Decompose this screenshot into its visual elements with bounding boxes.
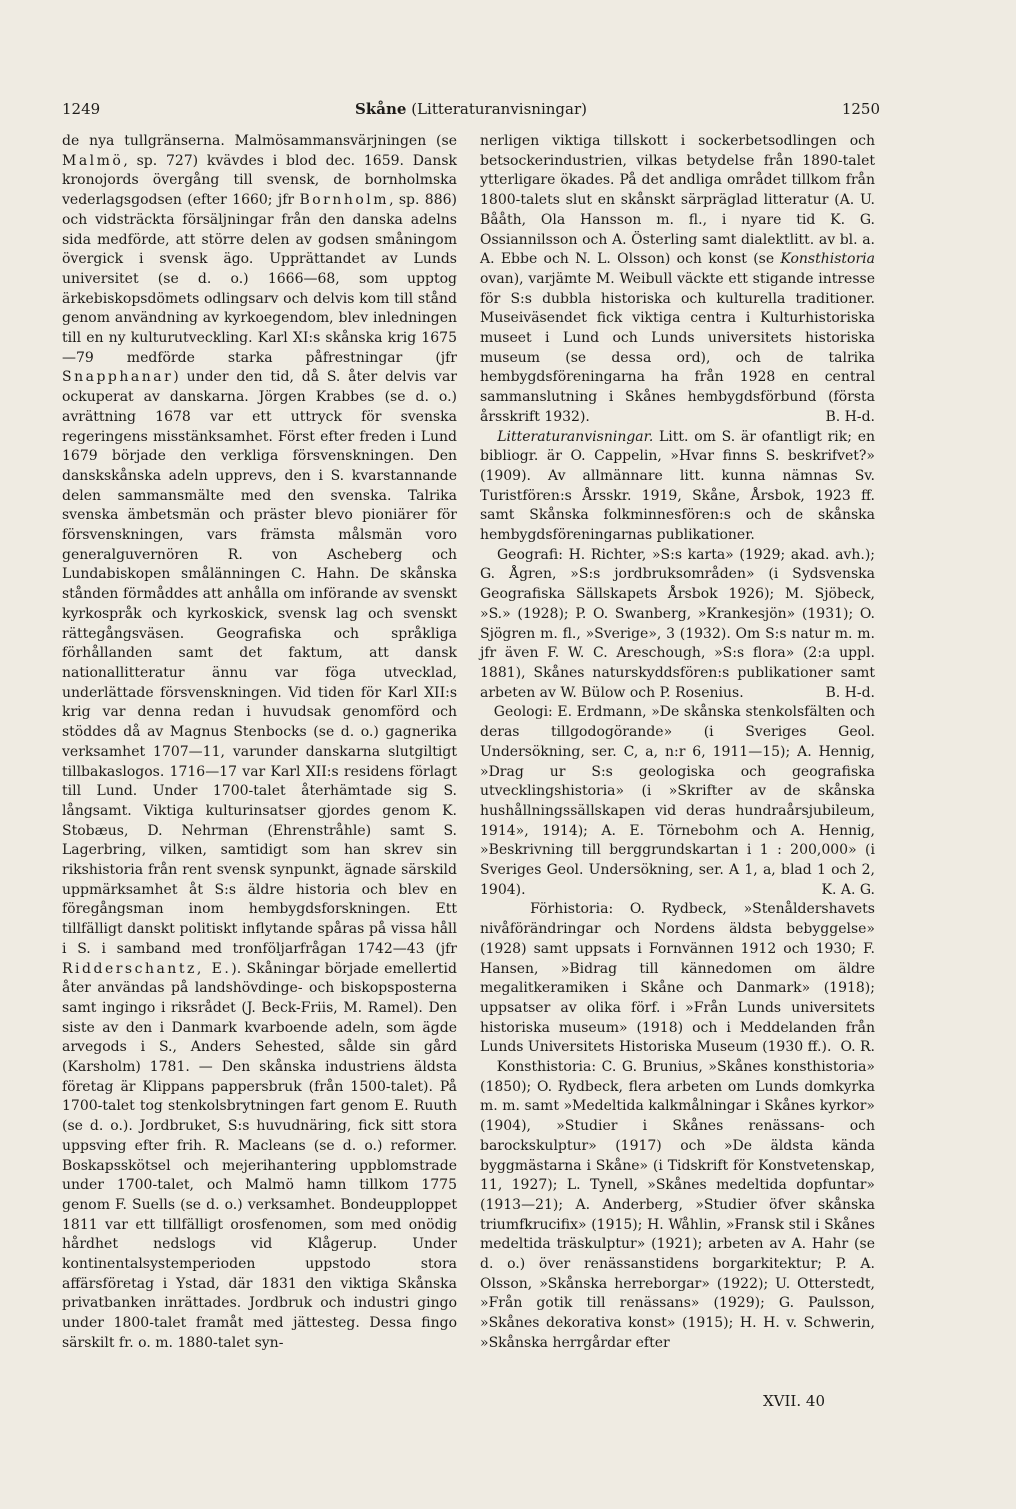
signature-mark: XVII. 40 bbox=[763, 1392, 825, 1410]
text-run: Litt. om S. är ofantligt rik; en bibliogr. är O. Cappelin, »Hvar finns S. beskrifvet?» (1909). Av allmännare litt. kunna nämnas Sv. Turistfören:s Årsskr. 1919, Skåne, Årsbok, 1923 ff. samt Skånska folkminnesfören:s och de skånska hembygdsföreningarnas publikationer. bbox=[480, 428, 875, 544]
spaced-reference: Ridderschantz, E. bbox=[62, 960, 232, 977]
text-run: Geografi: H. Richter, »S:s karta» (1929; akad. avh.); G. Ågren, »S:s jordbruksområden» (i Sydsvenska Geografiska Sällskapets Årsbok 1926); M. Sjöbeck, »S.» (1928); P. O. Swanberg, »Krankesjön» (1931); O. Sjögren m. fl., »Sverige», 3 (1932). Om S:s natur m. m. jfr även F. W. C. Areschough, »S:s flora» (2:a uppl. 1881), Skånes naturskyddsfören:s publikationer samt arbeten av W. Bülow och P. Rosenius. bbox=[480, 546, 875, 701]
right-paragraph-prehistory bbox=[480, 900, 875, 1058]
text-run: , sp. 727) kvävdes i blod dec. 1659. Dansk kronojords övergång till svensk, de bornholmska vederlagsgodsen (efter 1660; jfr bbox=[62, 152, 457, 209]
text-run: de nya tullgränserna. Malmösammansvärjningen (se bbox=[62, 133, 457, 149]
left-column bbox=[62, 132, 457, 1354]
section-label: Litteraturanvisningar. bbox=[497, 428, 654, 445]
italic-reference: Konsthistoria bbox=[780, 251, 875, 268]
right-paragraph-geology bbox=[480, 703, 875, 900]
right-paragraph-art-history bbox=[480, 1058, 875, 1354]
text-run: Förhistoria: O. Rydbeck, »Stenåldershavets nivåförändringar och Nordens äldsta bebyggelse» (1928) samt uppsats i Fornvännen 1912 och 1930; F. Hansen, »Bidrag till kännedomen om äldre megalitkeramiken i Skåne och Danmark» (1918); uppsatser av olika förf. i »Från Lunds universitets historiska museum» (1918) och i Meddelanden från Lunds Universitets Historiska Museum (1930 ff.). bbox=[480, 901, 875, 1056]
right-paragraph-geography bbox=[480, 546, 875, 704]
right-paragraph-literature bbox=[480, 428, 875, 546]
page-number-right: 1250 bbox=[841, 100, 880, 118]
author-signature: B. H-d. bbox=[825, 408, 875, 425]
spaced-reference: Snapphanar bbox=[62, 369, 174, 386]
author-signature: B. H-d. bbox=[825, 684, 875, 701]
running-title-main: Skåne bbox=[355, 100, 407, 118]
right-paragraph-history bbox=[480, 132, 875, 428]
spaced-reference: Malmö bbox=[62, 152, 124, 169]
text-run: nerligen viktiga tillskott i sockerbetsodlingen och betsockerindustrien, vilkas betydelse från 1890-talet ytterligare ökades. På det andliga området tillkom från 1800-talets slut en skånskt särpräglad litteratur (A. U. Bååth, Ola Hansson m. fl., i nyare tid K. G. Ossiannilsson och A. Österling samt dialektlitt. av bl. a. A. Ebbe och N. L. Olsson) och konst (se bbox=[480, 133, 875, 268]
left-paragraph bbox=[62, 132, 457, 1354]
text-run: Geologi: E. Erdmann, »De skånska stenkolsfälten och deras tillgodogörande» (i Sveriges Geol. Undersökning, ser. C, a, n:r 6, 1911—15); A. Hennig, »Drag ur S:s geologiska och geografiska utvecklingshistoria» (i »Skrifter av de skånska hushållningssällskapen vid deras hundraårsjubileum, 1914», 1914); A. E. Törnebohm och A. Hennig, »Beskrivning till berggrundskartan i 1 : 200,000» (i Sveriges Geol. Undersökning, ser. A 1, a, blad 1 och 2, 1904). bbox=[480, 704, 875, 898]
page-number-left: 1249 bbox=[62, 100, 101, 118]
page-header bbox=[62, 100, 880, 124]
author-signature: K. A. G. bbox=[821, 881, 875, 898]
author-signature: O. R. bbox=[840, 1039, 875, 1056]
text-run: , sp. 886) och vidsträckta försäljningar från den danska adelns sida medförde, att större delen av godsen småningom övergick i svensk ägo. Upprättandet av Lunds universitet (se d. o.) 1666—68, som upptog ärkebiskopsdömets odlingsarv och delvis kom till stånd genom användning av kyrkoegendom, blev inledningen till en ny kulturutveckling. Karl XI:s skånska krig 1675—79 medförde starka påfrestningar (jfr bbox=[62, 192, 457, 366]
spaced-reference: Bornholm bbox=[299, 192, 390, 209]
running-title-sub: (Litteraturanvisningar) bbox=[411, 100, 587, 118]
text-run: ). Skåningar började emellertid åter användas på landshövdinge- och biskopsposterna samt ingingo i riksrådet (J. Beck-Friis, M. Ramel). Den siste av den i Danmark kvarboende adeln, som ägde arvegods i S., Anders Sehested, sålde sin gård (Karsholm) 1781. — Den skånska industriens äldsta företag är Klippans pappersbruk (från 1500-talet). På 1700-talet tog stenkolsbrytningen fart genom E. Ruuth (se d. o.). Jordbruket, S:s huvudnäring, fick sitt stora uppsving efter frih. R. Macleans (se d. o.) reformer. Boskapsskötsel och mejerihantering uppblomstrade under 1700-talet, och Malmö hamn tillkom 1775 genom F. Suells (se d. o.) verksamhet. Bondeupploppet 1811 var ett tillfälligt orosfenomen, som med onödig hårdhet nedslogs vid Klågerup. Under kontinentalsystemperioden uppstodo stora affärsföretag i Ystad, där 1831 den viktiga Skånska privatbanken inrättades. Jordbruk och industri gingo under 1800-talet framåt med jättesteg. Dessa fingo särskilt fr. o. m. 1880-talet syn- bbox=[62, 960, 457, 1351]
text-run: Konsthistoria: C. G. Brunius, »Skånes konsthistoria» (1850); O. Rydbeck, flera arbeten om Lunds domkyrka m. m. samt »Medeltida kalkmålningar i Skånes kyrkor» (1904), »Studier i Skånes renässans- och barockskulptur» (1917) och »De äldsta kända byggmästarna i Skåne» (i Tidskrift för Konstvetenskap, 11, 1927); L. Tynell, »Skånes medeltida dopfuntar» (1913—21); A. Anderberg, »Studier öfver skånska triumfkrucifix» (1915); H. Wåhlin, »Fransk stil i Skånes medeltida träskulptur» (1921); arbeten av A. Hahr (se d. o.) över renässanstidens borgarkitektur; P. A. Olsson, »Skånska herreborgar» (1922); U. Otterstedt, »Från gotik till renässans» (1929); G. Paulsson, »Skånes dekorativa konst» (1915); H. H. v. Schwerin, »Skånska herrgårdar efter bbox=[480, 1059, 875, 1351]
text-run: ovan), varjämte M. Weibull väckte ett stigande intresse för S:s dubbla historiska och kulturella traditioner. Museiväsendet fick viktiga centra i Kulturhistoriska museet i Lund och Lunds universitets historiska museum (se dessa ord), och de talrika hembygdsföreningarna ha från 1928 en central sammanslutning i Skånes hembygdsförbund (första årsskrift 1932). bbox=[480, 270, 875, 425]
text-run: ) under den tid, då S. åter delvis var ockuperat av danskarna. Jörgen Krabbes (se d. o.) avrättning 1678 var ett uttryck för svenska regeringens misstänksamhet. Först efter freden i Lund 1679 började den verkliga försvenskningen. Den danskskånska adeln upprevs, den i S. kvarstannande delen sammansmälte med den svenska. Talrika svenska ämbetsmän och präster blevo pioniärer för försvenskningen, vars främsta målsmän voro generalguvernören R. von Ascheberg och Lundabiskopen smålänningen C. Hahn. De skånska stånden förmåddes att anhålla om införande av svenskt kyrkospråk och kyrkoskick, svensk lag och svenskt rättegångsväsen. Geografiska och språkliga förhållanden samt det faktum, att dansk nationallitteratur ännu var föga utvecklad, underlättade försvenskningen. Vid tiden för Karl XII:s krig var denna redan i huvudsak genomförd och stöddes då av Magnus Stenbocks (se d. o.) gagnerika verksamhet 1707—11, varunder danskarna slutgiltigt tillbakaslogos. 1716—17 var Karl XII:s residens förlagt till Lund. Under 1700-talet återhämtade sig S. långsamt. Viktiga kulturinsatser gjordes genom K. Stobæus, D. Nehrman (Ehrenstråhle) samt S. Lagerbring, vilken, samtidigt som han skrev sin rikshistoria från rent svensk synpunkt, ägnade särskild uppmärksamhet åt S:s äldre historia och blev en föregångsman inom hembygdsforskningen. Ett tillfälligt danskt politiskt inflytande spåras på vissa håll i S. i samband med tronföljarfrågan 1742—43 (jfr bbox=[62, 369, 457, 957]
running-title bbox=[62, 100, 880, 118]
right-column bbox=[480, 132, 875, 1354]
